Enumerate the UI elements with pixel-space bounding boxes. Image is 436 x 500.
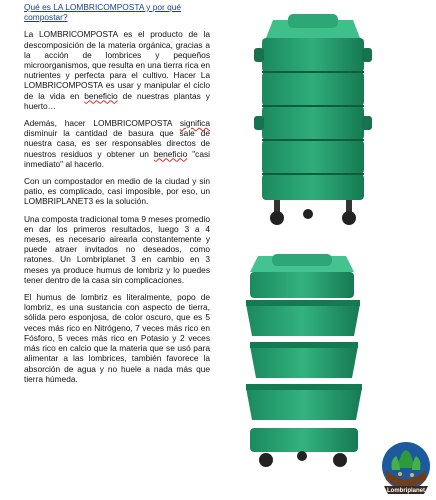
paragraph-definition-text: La LOMBRICOMPOSTA es el producto de la descomposición de la materia orgánica, gracias a la acción de lombrices y pequeños microorganismos, que resulta en una tierra rica en nutrientes y perfecta para el cultivo. Hacer La LOMBRICOMPOSTA es usar y manipular el ciclo de la vida en <box>24 29 210 101</box>
product-photo-exploded-bin <box>236 254 372 472</box>
paragraph-definition-end: de nuestras plantas y huerto… <box>24 90 210 111</box>
paragraph-benefits-c: "casi inmediato" al hacerlo. <box>24 148 210 169</box>
paragraph-traditional-compost: Una composta tradicional toma 9 meses promedio en dar los primeros resultados, luego 3 a 4 meses, es necesario airearla constantemente y puede atraer invitados no deseados, como ratones. Un Lombriplanet 3 en cambio en 3 meses ya produce humus de lombriz y lo puedes tener dentro de la casa sin complicaciones. <box>24 213 210 285</box>
lombriplanet-logo <box>380 440 432 496</box>
paragraph-humus: El humus de lombriz es literalmente, popo de lombriz, es una sustancia con aspecto de tierra, sólida pero esponjosa, de color oscuro, que es 5 veces más rico en Nitrógeno, 7 veces más rico en Fósforo, 5 veces más rico en Potasio y 2 veces más rico en calcio que la materia que se usó para alimentar a las lombrices, también favorece la absorción de agua y no huele a nada más que tierra húmeda. <box>24 292 210 384</box>
article-title: Qué es LA LOMBRICOMPOSTA y por qué compostar? <box>24 2 182 23</box>
logo-text: Lombriplanet <box>386 488 426 494</box>
product-photo-stacked-bin <box>248 8 378 230</box>
paragraph-benefits-b: disminuir la cantidad de basura que sale de nuestra casa, es ser responsables directos de nuestros residuos y obtener un <box>24 128 210 159</box>
spellcheck-word-significa: significa <box>179 118 210 129</box>
paragraph-definition <box>24 29 210 111</box>
paragraph-benefits <box>24 118 210 169</box>
article-text-column <box>24 2 210 391</box>
spellcheck-word-beneficio-2: beneficio <box>153 148 188 159</box>
spellcheck-word-beneficio: beneficio <box>84 90 118 101</box>
paragraph-city: Con un compostador en medio de la ciudad y sin patio, es complicado, casi imposible, por eso, un LOMBRIPLANET3 es la solución. <box>24 176 210 207</box>
paragraph-benefits-a: Además, hacer LOMBRICOMPOSTA <box>24 118 180 129</box>
